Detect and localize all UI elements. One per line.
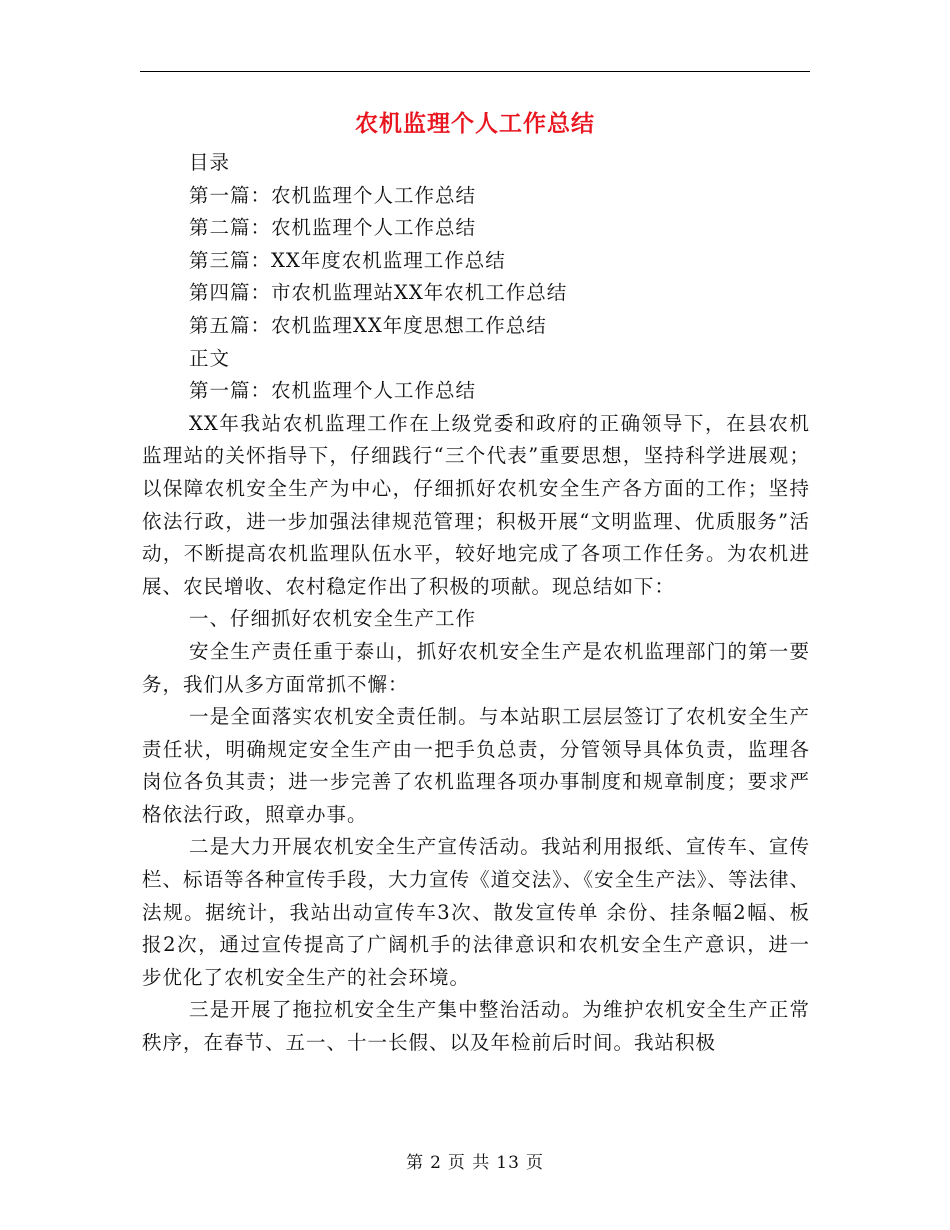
chapter-title: 第一篇：农机监理个人工作总结 <box>189 379 477 403</box>
table-of-contents <box>142 147 810 408</box>
toc-item: 第五篇：农机监理XX年度思想工作总结 <box>189 313 547 337</box>
document-title: 农机监理个人工作总结 <box>355 110 595 137</box>
paragraph: 二是大力开展农机安全生产宣传活动。我站利用报纸、宣传车、宣传栏、标语等各种宣传手段，大力宣传《道交法》、《安全生产法》、等法律、法规。据统计，我站出动宣传车3次、散发宣传单 余份、挂条幅2幅、板报2次，通过宣传提高了广阔机手的法律意识和农机安全生产意识，进一步优化了农机安全生产的社会环境。 <box>142 835 810 989</box>
body-heading: 正文 <box>189 346 231 370</box>
toc-item: 第一篇：农机监理个人工作总结 <box>189 183 477 207</box>
paragraph: 安全生产责任重于泰山，抓好农机安全生产是农机监理部门的第一要务，我们从多方面常抓不懈： <box>142 639 810 696</box>
paragraph: 一是全面落实农机安全责任制。与本站职工层层签订了农机安全生产责任状，明确规定安全生产由一把手负总责，分管领导具体负责，监理各岗位各负其责；进一步完善了农机监理各项办事制度和规章制度；要求严格依法行政，照章办事。 <box>142 705 810 826</box>
paragraph: XX年我站农机监理工作在上级党委和政府的正确领导下，在县农机监理站的关怀指导下，仔细践行“三个代表”重要思想，坚持科学进展观；以保障农机安全生产为中心，仔细抓好农机安全生产各方面的工作；坚持依法行政，进一步加强法律规范管理；积极开展“文明监理、优质服务”活动，不断提高农机监理队伍水平，较好地完成了各项工作任务。为农机进展、农民增收、农村稳定作出了积极的项献。现总结如下： <box>142 411 810 598</box>
page-number: 2 <box>430 1153 442 1173</box>
toc-heading: 目录 <box>189 151 231 174</box>
footer-middle: 页 共 <box>447 1153 491 1173</box>
header-rule <box>140 71 810 72</box>
total-pages: 13 <box>496 1153 520 1173</box>
footer-suffix: 页 <box>525 1153 544 1173</box>
paragraph: 三是开展了拖拉机安全生产集中整治活动。为维护农机安全生产正常秩序，在春节、五一、十一长假、以及年检前后时间。我站积极 <box>142 998 810 1055</box>
footer-prefix: 第 <box>406 1153 425 1173</box>
document-content <box>142 147 810 1060</box>
section-heading: 一、仔细抓好农机安全生产工作 <box>189 607 477 631</box>
toc-item: 第四篇：市农机监理站XX年农机工作总结 <box>189 281 568 305</box>
toc-item: 第二篇：农机监理个人工作总结 <box>189 216 477 240</box>
toc-item: 第三篇：XX年度农机监理工作总结 <box>189 248 506 272</box>
page-footer <box>140 1148 810 1173</box>
